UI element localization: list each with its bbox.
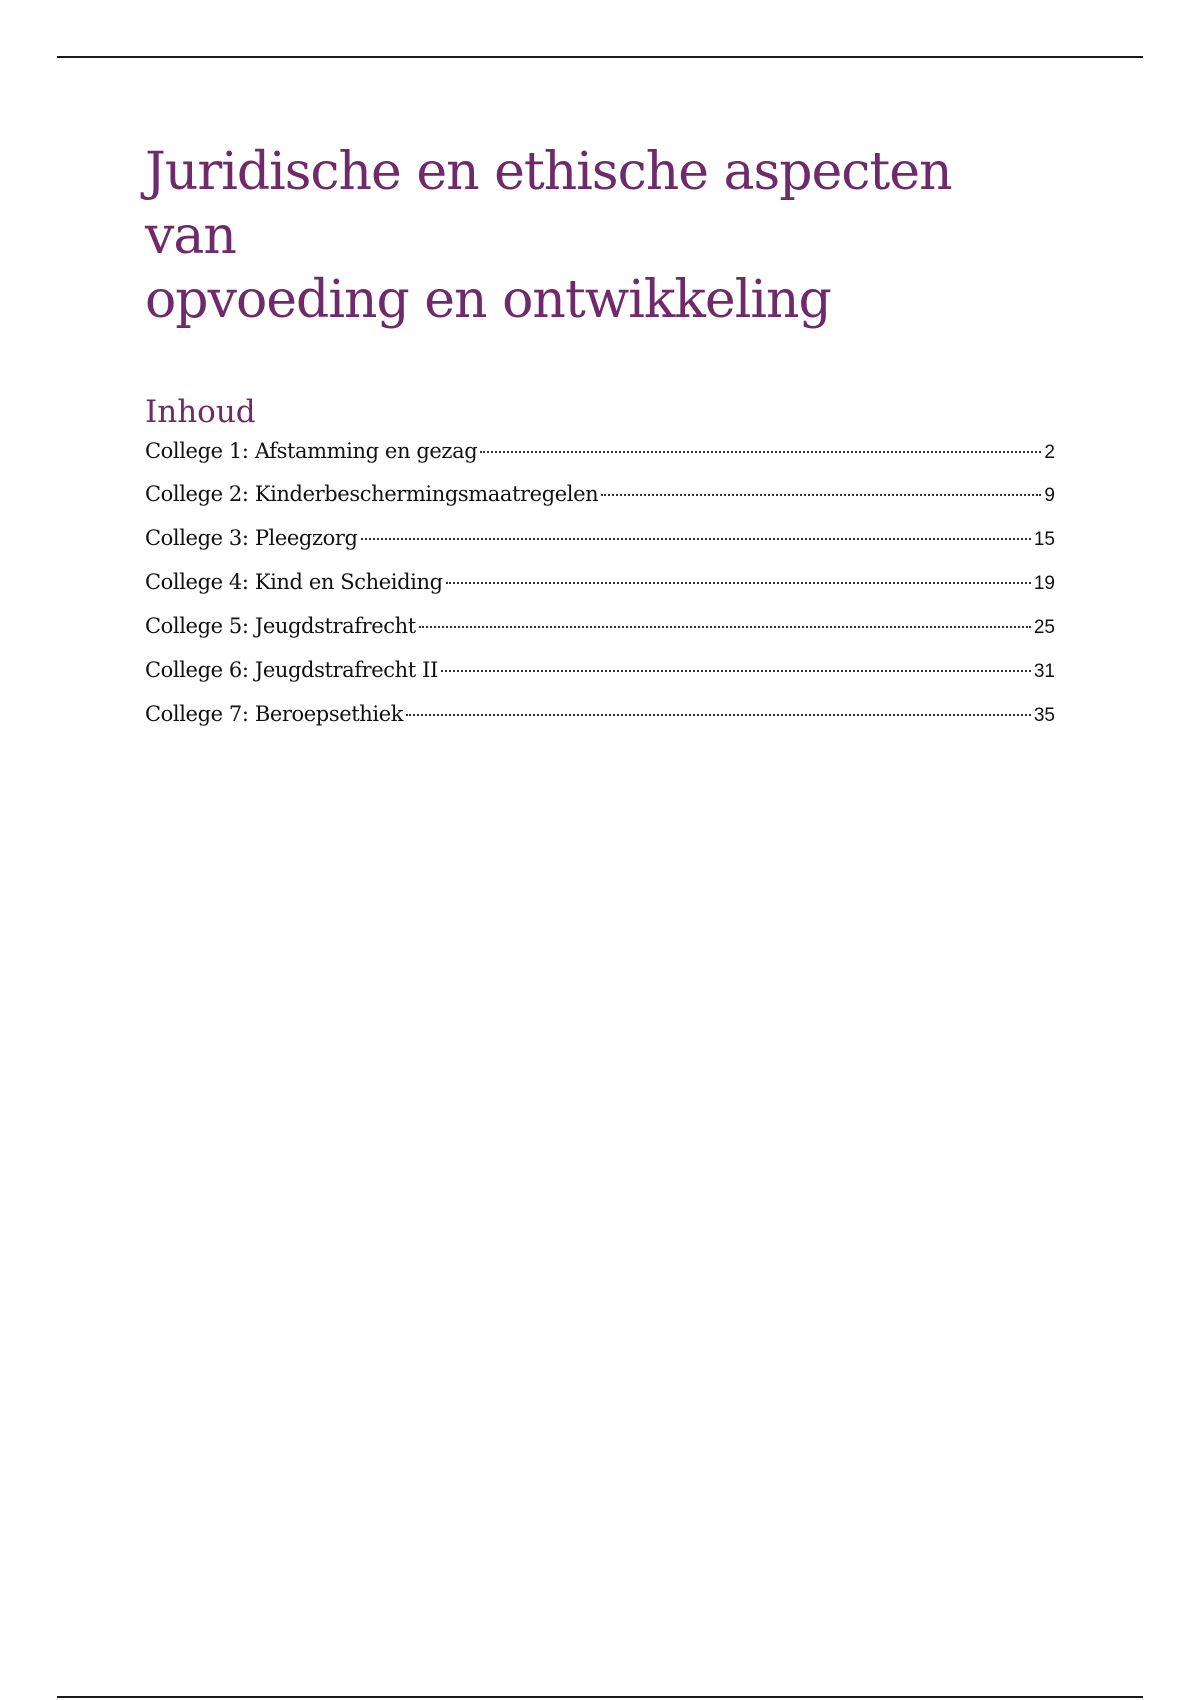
toc-dot-leader: [601, 494, 1041, 496]
toc-page-number: 35: [1033, 705, 1055, 726]
toc-page-number: 19: [1033, 573, 1055, 594]
toc-entry-label: College 3: Pleegzorg: [145, 526, 358, 550]
toc-entry-label: College 5: Jeugdstrafrecht: [145, 614, 416, 638]
toc-dot-leader: [446, 582, 1031, 584]
toc-entry-label: College 6: Jeugdstrafrecht II: [145, 658, 438, 682]
toc-entry-college-1[interactable]: [145, 430, 1055, 472]
toc-dot-leader: [480, 451, 1041, 453]
toc-entry-label: College 4: Kind en Scheiding: [145, 570, 443, 594]
toc-entry-label: College 2: Kinderbeschermingsmaatregelen: [145, 482, 599, 506]
toc-entry-college-5[interactable]: [145, 604, 1055, 648]
toc-dot-leader: [441, 670, 1031, 672]
toc-heading: Inhoud: [145, 394, 256, 430]
document-title-line-1: Juridische en ethische aspecten van: [145, 142, 952, 266]
document-title-line-2: opvoeding en ontwikkeling: [145, 270, 831, 330]
toc-entry-college-6[interactable]: [145, 648, 1055, 692]
toc-entry-college-7[interactable]: [145, 692, 1055, 736]
toc-dot-leader: [419, 626, 1031, 628]
toc-page-number: 15: [1033, 529, 1055, 550]
toc-page-number: 25: [1033, 617, 1055, 638]
toc-dot-leader: [361, 538, 1031, 540]
footer-rule: [57, 1696, 1143, 1698]
toc-page-number: 9: [1044, 485, 1055, 506]
table-of-contents: [145, 430, 1055, 736]
toc-entry-label: College 1: Afstamming en gezag: [145, 439, 478, 463]
toc-entry-label: College 7: Beroepsethiek: [145, 702, 404, 726]
document-title: [145, 140, 1055, 332]
toc-page-number: 2: [1044, 442, 1055, 463]
page-content: [145, 140, 1055, 736]
header-rule: [57, 56, 1143, 58]
toc-dot-leader: [406, 714, 1031, 716]
toc-page-number: 31: [1033, 661, 1055, 682]
toc-entry-college-4[interactable]: [145, 560, 1055, 604]
toc-entry-college-2[interactable]: [145, 472, 1055, 516]
toc-entry-college-3[interactable]: [145, 516, 1055, 560]
